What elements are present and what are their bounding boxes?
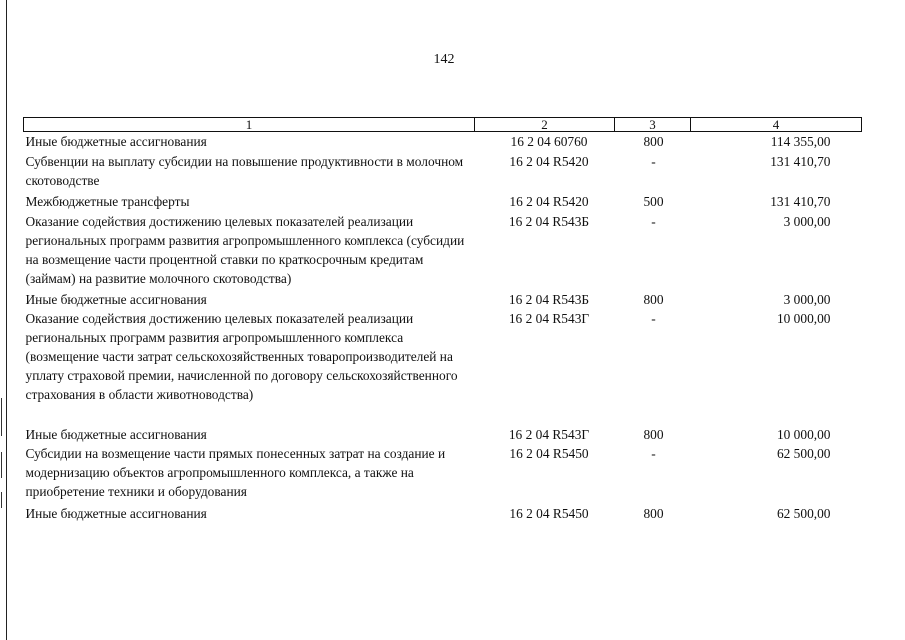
row-name: Иные бюджетные ассигнования	[25, 134, 207, 149]
row-name: Субвенции на выплату субсидии на повышение продуктивности в молочном скотоводстве	[25, 154, 464, 188]
row-code: 16 2 04 60760	[510, 134, 588, 149]
row-amount: 114 355,00	[770, 134, 831, 149]
table-row	[24, 444, 862, 503]
table-row	[24, 503, 862, 523]
row-name: Оказание содействия достижению целевых показателей реализации региональных программ развития агропромышленного комплекса (возмещение части затрат сельскохозяйственных товаропроизводителей на уплату страховой премии, начисленной по договору сельскохозяйственного страхования в области животноводства)	[25, 311, 458, 402]
table-row	[24, 212, 862, 290]
row-type: -	[651, 154, 656, 169]
table-body	[24, 132, 862, 524]
table-row	[24, 192, 862, 212]
row-amount: 10 000,00	[776, 311, 831, 326]
scan-edge-line	[6, 0, 7, 640]
budget-table	[23, 117, 862, 523]
scan-margin-mark	[1, 452, 2, 478]
column-header-3: 3	[615, 118, 691, 132]
table-row	[24, 425, 862, 444]
row-amount: 3 000,00	[783, 292, 831, 307]
row-code: 16 2 04 R543Б	[508, 214, 590, 229]
row-code: 16 2 04 R5450	[509, 446, 589, 461]
row-code: 16 2 04 R543Б	[508, 292, 590, 307]
table-header	[24, 118, 862, 132]
column-header-2: 2	[475, 118, 615, 132]
row-name: Иные бюджетные ассигнования	[25, 506, 207, 521]
row-type: 800	[643, 134, 664, 149]
scan-margin-mark	[1, 398, 2, 436]
row-name: Субсидии на возмещение части прямых понесенных затрат на создание и модернизацию объектов агропромышленного комплекса, а также на приобретение техники и оборудования	[25, 446, 446, 499]
row-type: -	[651, 446, 656, 461]
row-name: Оказание содействия достижению целевых показателей реализации региональных программ развития агропромышленного комплекса (субсидии на возмещение части процентной ставки по краткосрочным кредитам (займам) на развитие молочного скотоводства)	[25, 214, 465, 286]
row-amount: 131 410,70	[770, 194, 831, 209]
row-code: 16 2 04 R543Г	[508, 427, 590, 442]
table-row	[24, 152, 862, 192]
row-name: Иные бюджетные ассигнования	[25, 427, 207, 442]
row-amount: 10 000,00	[776, 427, 831, 442]
header-row	[24, 118, 862, 132]
row-amount: 62 500,00	[776, 446, 831, 461]
row-code: 16 2 04 R543Г	[508, 311, 590, 326]
row-name: Иные бюджетные ассигнования	[25, 292, 207, 307]
row-code: 16 2 04 R5420	[509, 194, 589, 209]
column-header-4: 4	[691, 118, 862, 132]
row-amount: 131 410,70	[770, 154, 831, 169]
page-number: 142	[433, 52, 455, 67]
row-type: 800	[643, 427, 664, 442]
row-amount: 3 000,00	[783, 214, 831, 229]
row-code: 16 2 04 R5420	[509, 154, 589, 169]
column-header-1: 1	[24, 118, 475, 132]
row-code: 16 2 04 R5450	[509, 506, 589, 521]
row-amount: 62 500,00	[776, 506, 831, 521]
table-row	[24, 132, 862, 153]
row-name: Межбюджетные трансферты	[25, 194, 190, 209]
row-type: 800	[643, 506, 664, 521]
scan-margin-mark	[1, 492, 2, 508]
row-type: -	[651, 311, 656, 326]
table-row	[24, 309, 862, 425]
table-row	[24, 290, 862, 309]
row-type: 500	[643, 194, 664, 209]
row-type: -	[651, 214, 656, 229]
row-type: 800	[643, 292, 664, 307]
